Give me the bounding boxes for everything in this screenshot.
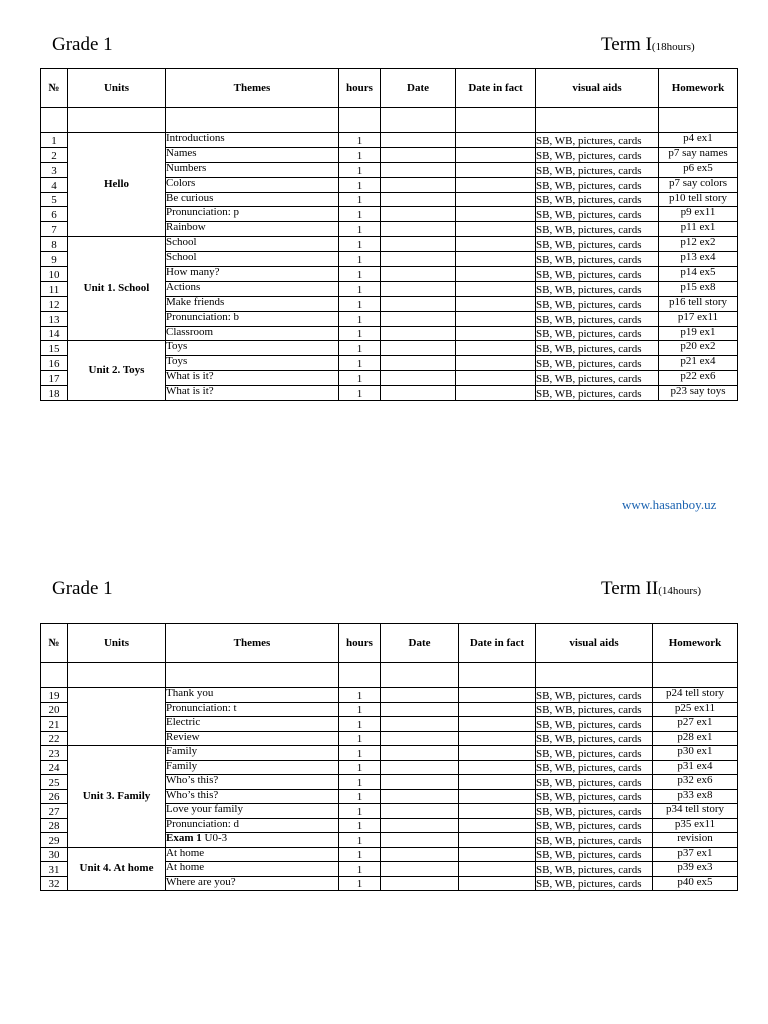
- date-cell: [381, 133, 456, 148]
- date-in-fact-cell: [456, 267, 536, 282]
- hours-cell: 1: [339, 746, 381, 761]
- visual-aids-cell: SB, WB, pictures, cards: [536, 688, 653, 703]
- row-number: 18: [41, 386, 68, 401]
- date-in-fact-cell: [459, 847, 536, 862]
- date-in-fact-cell: [459, 789, 536, 804]
- row-number: 6: [41, 207, 68, 222]
- table-row: [41, 133, 738, 148]
- row-number: 20: [41, 702, 68, 717]
- column-header-visual-aids: visual aids: [536, 624, 653, 663]
- visual-aids-cell: SB, WB, pictures, cards: [536, 862, 653, 877]
- visual-aids-cell: SB, WB, pictures, cards: [536, 311, 659, 326]
- hours-cell: 1: [339, 281, 381, 296]
- column-header-date: Date: [381, 624, 459, 663]
- row-number: 5: [41, 192, 68, 207]
- header-row: [41, 69, 738, 108]
- date-in-fact-cell: [456, 371, 536, 386]
- date-cell: [381, 371, 456, 386]
- row-number: 11: [41, 281, 68, 296]
- term-heading: [601, 578, 701, 600]
- blank-cell: [459, 663, 536, 688]
- date-cell: [381, 731, 459, 746]
- hours-cell: 1: [339, 267, 381, 282]
- date-in-fact-cell: [456, 192, 536, 207]
- visual-aids-cell: SB, WB, pictures, cards: [536, 296, 659, 311]
- blank-cell: [381, 108, 456, 133]
- date-in-fact-cell: [459, 876, 536, 891]
- visual-aids-cell: SB, WB, pictures, cards: [536, 847, 653, 862]
- visual-aids-cell: SB, WB, pictures, cards: [536, 237, 659, 252]
- hours-cell: 1: [339, 717, 381, 732]
- row-number: 8: [41, 237, 68, 252]
- hours-cell: 1: [339, 147, 381, 162]
- visual-aids-cell: SB, WB, pictures, cards: [536, 371, 659, 386]
- theme-cell: Who’s this?: [166, 775, 339, 790]
- column-header-themes: Themes: [166, 624, 339, 663]
- date-in-fact-cell: [459, 775, 536, 790]
- date-in-fact-cell: [456, 147, 536, 162]
- date-cell: [381, 760, 459, 775]
- theme-cell: Love your family: [166, 804, 339, 819]
- row-number: 28: [41, 818, 68, 833]
- row-number: 21: [41, 717, 68, 732]
- theme-cell: Electric: [166, 717, 339, 732]
- visual-aids-cell: SB, WB, pictures, cards: [536, 326, 659, 341]
- blank-row: [41, 663, 738, 688]
- hours-cell: 1: [339, 804, 381, 819]
- row-number: 15: [41, 341, 68, 356]
- date-cell: [381, 147, 456, 162]
- grade-heading: Grade 1: [52, 578, 113, 599]
- date-in-fact-cell: [456, 311, 536, 326]
- visual-aids-cell: SB, WB, pictures, cards: [536, 207, 659, 222]
- homework-cell: p21 ex4: [659, 356, 738, 371]
- column-header-homework: Homework: [659, 69, 738, 108]
- table-row: [41, 341, 738, 356]
- date-in-fact-cell: [456, 281, 536, 296]
- date-cell: [381, 702, 459, 717]
- row-number: 13: [41, 311, 68, 326]
- theme-cell: Names: [166, 147, 339, 162]
- visual-aids-cell: SB, WB, pictures, cards: [536, 192, 659, 207]
- date-in-fact-cell: [456, 222, 536, 237]
- visual-aids-cell: SB, WB, pictures, cards: [536, 386, 659, 401]
- visual-aids-cell: SB, WB, pictures, cards: [536, 162, 659, 177]
- row-number: 4: [41, 177, 68, 192]
- website-link[interactable]: www.hasanboy.uz: [622, 497, 717, 512]
- date-cell: [381, 804, 459, 819]
- date-in-fact-cell: [459, 804, 536, 819]
- date-cell: [381, 177, 456, 192]
- blank-cell: [339, 108, 381, 133]
- homework-cell: p17 ex11: [659, 311, 738, 326]
- blank-cell: [41, 663, 68, 688]
- date-in-fact-cell: [456, 252, 536, 267]
- row-number: 7: [41, 222, 68, 237]
- row-number: 19: [41, 688, 68, 703]
- hours-cell: 1: [339, 222, 381, 237]
- blank-row: [41, 108, 738, 133]
- date-in-fact-cell: [459, 862, 536, 877]
- blank-cell: [456, 108, 536, 133]
- hours-cell: 1: [339, 702, 381, 717]
- date-cell: [381, 862, 459, 877]
- column-header-hours: hours: [339, 69, 381, 108]
- homework-cell: p6 ex5: [659, 162, 738, 177]
- visual-aids-cell: SB, WB, pictures, cards: [536, 789, 653, 804]
- hours-cell: 1: [339, 133, 381, 148]
- unit-cell: Unit 2. Toys: [68, 341, 166, 401]
- column-header-number: №: [41, 69, 68, 108]
- column-header-homework: Homework: [653, 624, 738, 663]
- grade-heading: Grade 1: [52, 34, 113, 55]
- column-header-visual-aids: visual aids: [536, 69, 659, 108]
- homework-cell: p30 ex1: [653, 746, 738, 761]
- theme-cell: Pronunciation: d: [166, 818, 339, 833]
- term-1-rows: [41, 133, 738, 401]
- date-cell: [381, 237, 456, 252]
- date-in-fact-cell: [456, 386, 536, 401]
- date-in-fact-cell: [459, 760, 536, 775]
- hours-cell: 1: [339, 207, 381, 222]
- blank-cell: [381, 663, 459, 688]
- homework-cell: p16 tell story: [659, 296, 738, 311]
- header-row: [41, 624, 738, 663]
- date-in-fact-cell: [459, 688, 536, 703]
- date-in-fact-cell: [459, 818, 536, 833]
- blank-cell: [339, 663, 381, 688]
- date-cell: [381, 688, 459, 703]
- column-header-hours: hours: [339, 624, 381, 663]
- term-2-plan-table: [40, 623, 738, 891]
- theme-cell: Numbers: [166, 162, 339, 177]
- row-number: 23: [41, 746, 68, 761]
- hours-cell: 1: [339, 356, 381, 371]
- date-in-fact-cell: [459, 746, 536, 761]
- row-number: 3: [41, 162, 68, 177]
- date-in-fact-cell: [459, 702, 536, 717]
- visual-aids-cell: SB, WB, pictures, cards: [536, 760, 653, 775]
- theme-cell: Actions: [166, 281, 339, 296]
- homework-cell: revision: [653, 833, 738, 848]
- column-header-date-in-fact: Date in fact: [459, 624, 536, 663]
- date-cell: [381, 207, 456, 222]
- blank-cell: [68, 108, 166, 133]
- unit-cell: Unit 1. School: [68, 237, 166, 341]
- row-number: 25: [41, 775, 68, 790]
- date-cell: [381, 789, 459, 804]
- date-in-fact-cell: [459, 833, 536, 848]
- homework-cell: p20 ex2: [659, 341, 738, 356]
- theme-cell: Rainbow: [166, 222, 339, 237]
- theme-cell: School: [166, 252, 339, 267]
- hours-cell: 1: [339, 833, 381, 848]
- homework-cell: p23 say toys: [659, 386, 738, 401]
- date-cell: [381, 746, 459, 761]
- unit-cell: Hello: [68, 133, 166, 237]
- homework-cell: p7 say names: [659, 147, 738, 162]
- row-number: 1: [41, 133, 68, 148]
- date-cell: [381, 326, 456, 341]
- visual-aids-cell: SB, WB, pictures, cards: [536, 876, 653, 891]
- blank-cell: [41, 108, 68, 133]
- visual-aids-cell: SB, WB, pictures, cards: [536, 133, 659, 148]
- row-number: 24: [41, 760, 68, 775]
- hours-cell: 1: [339, 731, 381, 746]
- visual-aids-cell: SB, WB, pictures, cards: [536, 281, 659, 296]
- date-cell: [381, 876, 459, 891]
- unit-cell: Unit 4. At home: [68, 847, 166, 891]
- homework-cell: p7 say colors: [659, 177, 738, 192]
- row-number: 12: [41, 296, 68, 311]
- visual-aids-cell: SB, WB, pictures, cards: [536, 818, 653, 833]
- table-row: [41, 688, 738, 703]
- row-number: 22: [41, 731, 68, 746]
- hours-cell: 1: [339, 311, 381, 326]
- theme-cell: School: [166, 237, 339, 252]
- term-hours-note: (18hours): [651, 41, 695, 53]
- hours-cell: 1: [339, 760, 381, 775]
- hours-cell: 1: [339, 326, 381, 341]
- hours-cell: 1: [339, 237, 381, 252]
- column-header-number: №: [41, 624, 68, 663]
- theme-cell: Toys: [166, 356, 339, 371]
- theme-cell: Make friends: [166, 296, 339, 311]
- row-number: 32: [41, 876, 68, 891]
- homework-cell: p27 ex1: [653, 717, 738, 732]
- theme-cell: Classroom: [166, 326, 339, 341]
- column-header-units: Units: [68, 69, 166, 108]
- theme-cell: What is it?: [166, 371, 339, 386]
- row-number: 16: [41, 356, 68, 371]
- date-in-fact-cell: [456, 341, 536, 356]
- date-cell: [381, 281, 456, 296]
- blank-cell: [166, 108, 339, 133]
- date-cell: [381, 775, 459, 790]
- column-header-units: Units: [68, 624, 166, 663]
- blank-cell: [536, 663, 653, 688]
- theme-cell: Family: [166, 760, 339, 775]
- date-cell: [381, 252, 456, 267]
- date-cell: [381, 833, 459, 848]
- homework-cell: p25 ex11: [653, 702, 738, 717]
- homework-cell: p4 ex1: [659, 133, 738, 148]
- date-in-fact-cell: [456, 162, 536, 177]
- theme-cell: Pronunciation: b: [166, 311, 339, 326]
- date-cell: [381, 847, 459, 862]
- column-header-date-in-fact: Date in fact: [456, 69, 536, 108]
- homework-cell: p19 ex1: [659, 326, 738, 341]
- date-in-fact-cell: [456, 177, 536, 192]
- theme-text: U0-3: [201, 832, 228, 844]
- table-row: [41, 237, 738, 252]
- date-in-fact-cell: [459, 731, 536, 746]
- visual-aids-cell: SB, WB, pictures, cards: [536, 356, 659, 371]
- homework-cell: p9 ex11: [659, 207, 738, 222]
- term-title: Term I: [601, 34, 652, 55]
- theme-cell: Who’s this?: [166, 789, 339, 804]
- blank-cell: [68, 663, 166, 688]
- hours-cell: 1: [339, 162, 381, 177]
- theme-cell: Family: [166, 746, 339, 761]
- date-cell: [381, 296, 456, 311]
- theme-cell: What is it?: [166, 386, 339, 401]
- homework-cell: p28 ex1: [653, 731, 738, 746]
- visual-aids-cell: SB, WB, pictures, cards: [536, 731, 653, 746]
- date-cell: [381, 717, 459, 732]
- row-number: 17: [41, 371, 68, 386]
- blank-cell: [166, 663, 339, 688]
- hours-cell: 1: [339, 252, 381, 267]
- hours-cell: 1: [339, 371, 381, 386]
- hours-cell: 1: [339, 192, 381, 207]
- visual-aids-cell: SB, WB, pictures, cards: [536, 717, 653, 732]
- visual-aids-cell: SB, WB, pictures, cards: [536, 804, 653, 819]
- blank-cell: [536, 108, 659, 133]
- date-cell: [381, 267, 456, 282]
- date-cell: [381, 162, 456, 177]
- table-row: [41, 746, 738, 761]
- theme-cell: Review: [166, 731, 339, 746]
- visual-aids-cell: SB, WB, pictures, cards: [536, 775, 653, 790]
- date-in-fact-cell: [456, 237, 536, 252]
- date-in-fact-cell: [456, 133, 536, 148]
- date-in-fact-cell: [456, 356, 536, 371]
- row-number: 29: [41, 833, 68, 848]
- hours-cell: 1: [339, 847, 381, 862]
- homework-cell: p37 ex1: [653, 847, 738, 862]
- row-number: 2: [41, 147, 68, 162]
- hours-cell: 1: [339, 688, 381, 703]
- term-1-plan-table: [40, 68, 738, 401]
- column-header-themes: Themes: [166, 69, 339, 108]
- theme-cell: At home: [166, 847, 339, 862]
- theme-cell: How many?: [166, 267, 339, 282]
- homework-cell: p24 tell story: [653, 688, 738, 703]
- row-number: 10: [41, 267, 68, 282]
- visual-aids-cell: SB, WB, pictures, cards: [536, 177, 659, 192]
- visual-aids-cell: SB, WB, pictures, cards: [536, 267, 659, 282]
- row-number: 27: [41, 804, 68, 819]
- date-cell: [381, 222, 456, 237]
- hours-cell: 1: [339, 177, 381, 192]
- visual-aids-cell: SB, WB, pictures, cards: [536, 702, 653, 717]
- homework-cell: p22 ex6: [659, 371, 738, 386]
- hours-cell: 1: [339, 341, 381, 356]
- blank-cell: [659, 108, 738, 133]
- row-number: 26: [41, 789, 68, 804]
- table-row: [41, 847, 738, 862]
- homework-cell: p31 ex4: [653, 760, 738, 775]
- date-cell: [381, 341, 456, 356]
- hours-cell: 1: [339, 818, 381, 833]
- date-cell: [381, 818, 459, 833]
- visual-aids-cell: SB, WB, pictures, cards: [536, 341, 659, 356]
- theme-cell: Colors: [166, 177, 339, 192]
- date-cell: [381, 311, 456, 326]
- row-number: 9: [41, 252, 68, 267]
- theme-cell: Toys: [166, 341, 339, 356]
- theme-cell: At home: [166, 862, 339, 877]
- homework-cell: p12 ex2: [659, 237, 738, 252]
- theme-bold-text: Exam 1: [166, 832, 202, 844]
- date-cell: [381, 386, 456, 401]
- theme-cell: Thank you: [166, 688, 339, 703]
- homework-cell: p39 ex3: [653, 862, 738, 877]
- term-title: Term II: [601, 578, 659, 599]
- hours-cell: 1: [339, 296, 381, 311]
- hours-cell: 1: [339, 775, 381, 790]
- homework-cell: p10 tell story: [659, 192, 738, 207]
- homework-cell: p11 ex1: [659, 222, 738, 237]
- hours-cell: 1: [339, 862, 381, 877]
- homework-cell: p14 ex5: [659, 267, 738, 282]
- hours-cell: 1: [339, 876, 381, 891]
- hours-cell: 1: [339, 386, 381, 401]
- theme-cell: Where are you?: [166, 876, 339, 891]
- visual-aids-cell: SB, WB, pictures, cards: [536, 746, 653, 761]
- date-cell: [381, 192, 456, 207]
- homework-cell: p33 ex8: [653, 789, 738, 804]
- visual-aids-cell: SB, WB, pictures, cards: [536, 252, 659, 267]
- column-header-date: Date: [381, 69, 456, 108]
- row-number: 14: [41, 326, 68, 341]
- homework-cell: p13 ex4: [659, 252, 738, 267]
- date-in-fact-cell: [459, 717, 536, 732]
- term-hours-note: (14hours): [658, 585, 702, 597]
- row-number: 30: [41, 847, 68, 862]
- visual-aids-cell: SB, WB, pictures, cards: [536, 833, 653, 848]
- homework-cell: p34 tell story: [653, 804, 738, 819]
- visual-aids-cell: SB, WB, pictures, cards: [536, 222, 659, 237]
- date-in-fact-cell: [456, 296, 536, 311]
- term-heading: [601, 34, 695, 56]
- theme-cell: Pronunciation: t: [166, 702, 339, 717]
- date-in-fact-cell: [456, 207, 536, 222]
- visual-aids-cell: SB, WB, pictures, cards: [536, 147, 659, 162]
- theme-cell: [166, 833, 339, 848]
- blank-cell: [653, 663, 738, 688]
- term-2-rows: [41, 688, 738, 891]
- theme-cell: Be curious: [166, 192, 339, 207]
- homework-cell: p40 ex5: [653, 876, 738, 891]
- homework-cell: p35 ex11: [653, 818, 738, 833]
- homework-cell: p32 ex6: [653, 775, 738, 790]
- hours-cell: 1: [339, 789, 381, 804]
- homework-cell: p15 ex8: [659, 281, 738, 296]
- date-in-fact-cell: [456, 326, 536, 341]
- unit-cell: Unit 3. Family: [68, 746, 166, 848]
- unit-cell: [68, 688, 166, 746]
- theme-cell: Introductions: [166, 133, 339, 148]
- date-cell: [381, 356, 456, 371]
- row-number: 31: [41, 862, 68, 877]
- theme-cell: Pronunciation: p: [166, 207, 339, 222]
